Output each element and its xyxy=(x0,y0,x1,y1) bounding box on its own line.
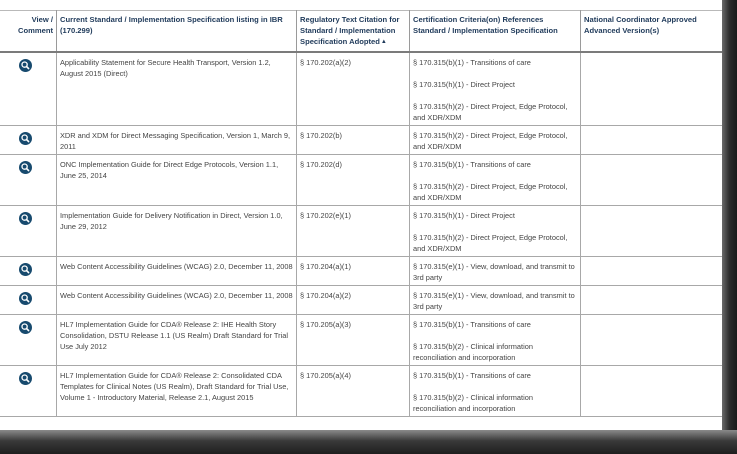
window-shadow-right xyxy=(722,0,737,454)
standard-cell: Implementation Guide for Delivery Notification in Direct, Version 1.0, June 29, 2012 xyxy=(57,206,297,257)
view-comment-cell xyxy=(0,315,57,366)
advanced-version-cell xyxy=(581,52,724,126)
view-comment-cell xyxy=(0,126,57,155)
advanced-version-cell xyxy=(581,206,724,257)
table-row xyxy=(0,315,723,366)
column-header-view[interactable]: View / Comment xyxy=(0,11,57,53)
criteria-reference: § 170.315(e)(1) - View, download, and transmit to 3rd party xyxy=(413,291,575,311)
table-row xyxy=(0,366,723,417)
criteria-reference: § 170.315(h)(2) - Direct Project, Edge Protocol, and XDR/XDM xyxy=(413,182,568,202)
criteria-cell xyxy=(410,52,581,126)
magnifier-icon[interactable] xyxy=(19,59,32,72)
standard-cell: Web Content Accessibility Guidelines (WCAG) 2.0, December 11, 2008 xyxy=(57,257,297,286)
standard-cell: HL7 Implementation Guide for CDA® Release 2: IHE Health Story Consolidation, DSTU Release 1.1 (US Realm) Draft Standard for Trial Use July 2012 xyxy=(57,315,297,366)
criteria-reference: § 170.315(h)(2) - Direct Project, Edge Protocol, and XDR/XDM xyxy=(413,131,568,151)
sort-ascending-icon: ▲ xyxy=(380,39,387,45)
criteria-reference: § 170.315(b)(1) - Transitions of care xyxy=(413,371,531,380)
magnifier-icon[interactable] xyxy=(19,161,32,174)
standards-table xyxy=(0,10,723,417)
advanced-version-cell xyxy=(581,126,724,155)
standard-cell: HL7 Implementation Guide for CDA® Release 2: Consolidated CDA Templates for Clinical Notes (US Realm), Draft Standard for Trial Use, Volume 1 - Introductory Material, Release 2.1, August 2015 xyxy=(57,366,297,417)
column-header-standard[interactable]: Current Standard / Implementation Specification listing in IBR (170.299) xyxy=(57,11,297,53)
citation-cell: § 170.205(a)(3) xyxy=(297,315,410,366)
magnifier-icon[interactable] xyxy=(19,292,32,305)
advanced-version-cell xyxy=(581,257,724,286)
citation-cell: § 170.202(d) xyxy=(297,155,410,206)
column-header-citation-label: Regulatory Text Citation for Standard / Implementation Specification Adopted xyxy=(300,15,400,46)
table-row xyxy=(0,155,723,206)
table-row xyxy=(0,126,723,155)
table-row xyxy=(0,206,723,257)
citation-cell: § 170.202(e)(1) xyxy=(297,206,410,257)
view-comment-cell xyxy=(0,206,57,257)
magnifier-icon[interactable] xyxy=(19,132,32,145)
criteria-reference: § 170.315(b)(1) - Transitions of care xyxy=(413,320,531,329)
criteria-reference: § 170.315(h)(1) - Direct Project xyxy=(413,211,515,220)
criteria-reference: § 170.315(b)(1) - Transitions of care xyxy=(413,58,531,67)
advanced-version-cell xyxy=(581,286,724,315)
view-comment-cell xyxy=(0,257,57,286)
citation-cell: § 170.204(a)(1) xyxy=(297,257,410,286)
magnifier-icon[interactable] xyxy=(19,321,32,334)
citation-cell: § 170.205(a)(4) xyxy=(297,366,410,417)
citation-cell: § 170.202(a)(2) xyxy=(297,52,410,126)
criteria-reference: § 170.315(b)(2) - Clinical information reconciliation and incorporation xyxy=(413,393,533,413)
standard-cell: XDR and XDM for Direct Messaging Specification, Version 1, March 9, 2011 xyxy=(57,126,297,155)
criteria-cell xyxy=(410,366,581,417)
criteria-reference: § 170.315(h)(2) - Direct Project, Edge Protocol, and XDR/XDM xyxy=(413,233,568,253)
criteria-reference: § 170.315(e)(1) - View, download, and transmit to 3rd party xyxy=(413,262,575,282)
view-comment-cell xyxy=(0,155,57,206)
citation-cell: § 170.202(b) xyxy=(297,126,410,155)
criteria-cell xyxy=(410,315,581,366)
table-row xyxy=(0,257,723,286)
view-comment-cell xyxy=(0,52,57,126)
criteria-cell xyxy=(410,126,581,155)
criteria-cell xyxy=(410,206,581,257)
header-row xyxy=(0,11,723,53)
table-row xyxy=(0,286,723,315)
criteria-cell xyxy=(410,257,581,286)
standard-cell: ONC Implementation Guide for Direct Edge Protocols, Version 1.1, June 25, 2014 xyxy=(57,155,297,206)
advanced-version-cell xyxy=(581,366,724,417)
criteria-reference: § 170.315(b)(2) - Clinical information reconciliation and incorporation xyxy=(413,342,533,362)
citation-cell: § 170.204(a)(2) xyxy=(297,286,410,315)
magnifier-icon[interactable] xyxy=(19,263,32,276)
magnifier-icon[interactable] xyxy=(19,212,32,225)
table-row xyxy=(0,52,723,126)
criteria-reference: § 170.315(h)(2) - Direct Project, Edge Protocol, and XDR/XDM xyxy=(413,102,568,122)
column-header-citation[interactable] xyxy=(297,11,410,53)
criteria-reference: § 170.315(b)(1) - Transitions of care xyxy=(413,160,531,169)
standard-cell: Web Content Accessibility Guidelines (WCAG) 2.0, December 11, 2008 xyxy=(57,286,297,315)
column-header-advanced[interactable]: National Coordinator Approved Advanced Version(s) xyxy=(581,11,724,53)
advanced-version-cell xyxy=(581,315,724,366)
standard-cell: Applicability Statement for Secure Health Transport, Version 1.2, August 2015 (Direct) xyxy=(57,52,297,126)
window-shadow-bottom xyxy=(0,430,737,454)
criteria-reference: § 170.315(h)(1) - Direct Project xyxy=(413,80,515,89)
magnifier-icon[interactable] xyxy=(19,372,32,385)
advanced-version-cell xyxy=(581,155,724,206)
table-body xyxy=(0,52,723,417)
criteria-cell xyxy=(410,286,581,315)
criteria-cell xyxy=(410,155,581,206)
table-header xyxy=(0,11,723,53)
view-comment-cell xyxy=(0,286,57,315)
column-header-criteria[interactable]: Certification Criteria(on) References Standard / Implementation Specification xyxy=(410,11,581,53)
view-comment-cell xyxy=(0,366,57,417)
